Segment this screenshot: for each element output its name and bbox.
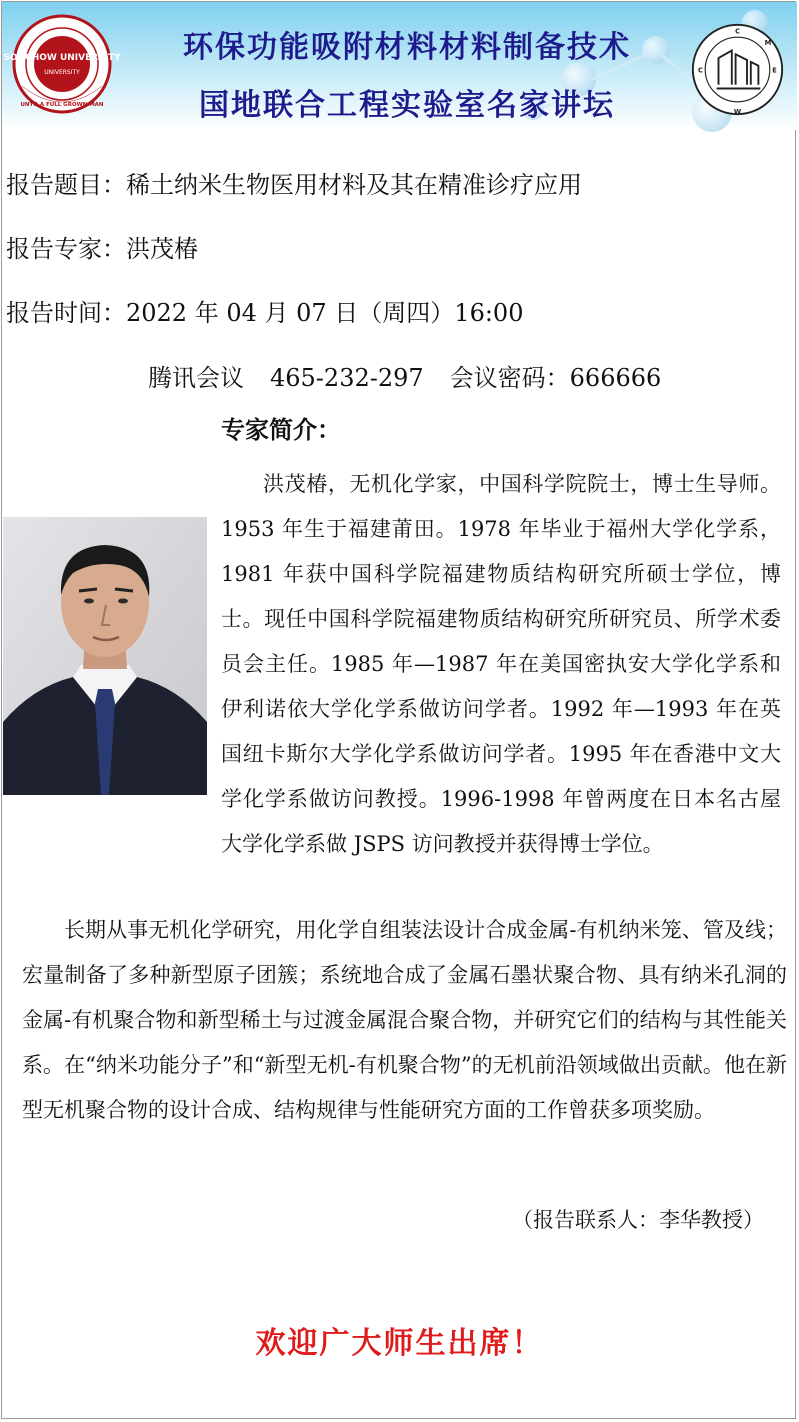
soochow-university-logo	[3, 14, 121, 114]
report-title-line	[6, 165, 582, 200]
intro-heading: 专家简介：	[221, 416, 341, 444]
research-summary: 长期从事无机化学研究，用化学自组装法设计合成金属-有机纳米笼、管及线；宏量制备了多种新型原子团簇；系统地合成了金属石墨状聚合物、具有纳米孔洞的金属-有机聚合物和新型稀土与过渡金属混合聚合物，并研究它们的结构与其性能关系。在“纳米功能分子”和“新型无机-有机聚合物”的无机前沿领域做出贡献。他在新型无机聚合物的设计合成、结构规律与性能研究方面的工作曾获多项奖励。	[22, 918, 787, 1122]
report-expert-value: 洪茂椿	[126, 235, 198, 263]
header-banner	[2, 2, 797, 130]
report-expert-line	[6, 229, 198, 264]
report-title-label: 报告题目：	[6, 171, 126, 199]
report-title-value: 稀土纳米生物医用材料及其在精准诊疗应用	[126, 171, 582, 199]
report-time-line	[6, 293, 523, 328]
college-logo	[690, 22, 785, 117]
report-expert-label: 报告专家：	[6, 235, 126, 263]
meeting-app: 腾讯会议	[148, 364, 244, 392]
meeting-info	[148, 358, 687, 393]
report-time-label: 报告时间：	[6, 299, 126, 327]
contact-person: （报告联系人：李华教授）	[512, 1208, 764, 1232]
svg-text:W: W	[733, 108, 742, 117]
svg-text:C: C	[735, 27, 740, 36]
svg-text:UNIVERSITY: UNIVERSITY	[44, 69, 80, 76]
welcome-message: 欢迎广大师生出席！	[255, 1326, 544, 1361]
meeting-password: 会议密码：666666	[449, 364, 662, 392]
expert-bio: 洪茂椿，无机化学家，中国科学院院士，博士生导师。1953 年生于福建莆田。1978 年毕业于福州大学化学系，1981 年获中国科学院福建物质结构研究所硕士学位，博士。现任中国科学院福建物质结构研究所研究员、所学术委员会主任。1985 年—1987 年在美国密执安大学化学系和伊利诺依大学化学系做访问学者。1992 年—1993 年在英国纽卡斯尔大学化学系做访问学者。1995 年在香港中文大学化学系做访问教授。1996-1998 年曾两度在日本名古屋大学化学系做 JSPS 访问教授并获得博士学位。	[221, 472, 781, 856]
svg-text:C: C	[698, 66, 703, 75]
banner-title-line2: 国地联合工程实验室名家讲坛	[199, 88, 615, 123]
svg-text:E: E	[772, 66, 777, 75]
svg-text:UNTO A FULL GROWN MAN: UNTO A FULL GROWN MAN	[20, 102, 104, 108]
expert-photo	[3, 517, 207, 795]
report-time-value: 2022 年 04 月 07 日（周四）16:00	[126, 299, 524, 327]
svg-text:M: M	[764, 38, 772, 47]
svg-text:SOOCHOW UNIVERSITY: SOOCHOW UNIVERSITY	[3, 53, 121, 63]
meeting-id: 465-232-297	[270, 364, 424, 392]
banner-title-line1: 环保功能吸附材料材料制备技术	[183, 30, 631, 65]
